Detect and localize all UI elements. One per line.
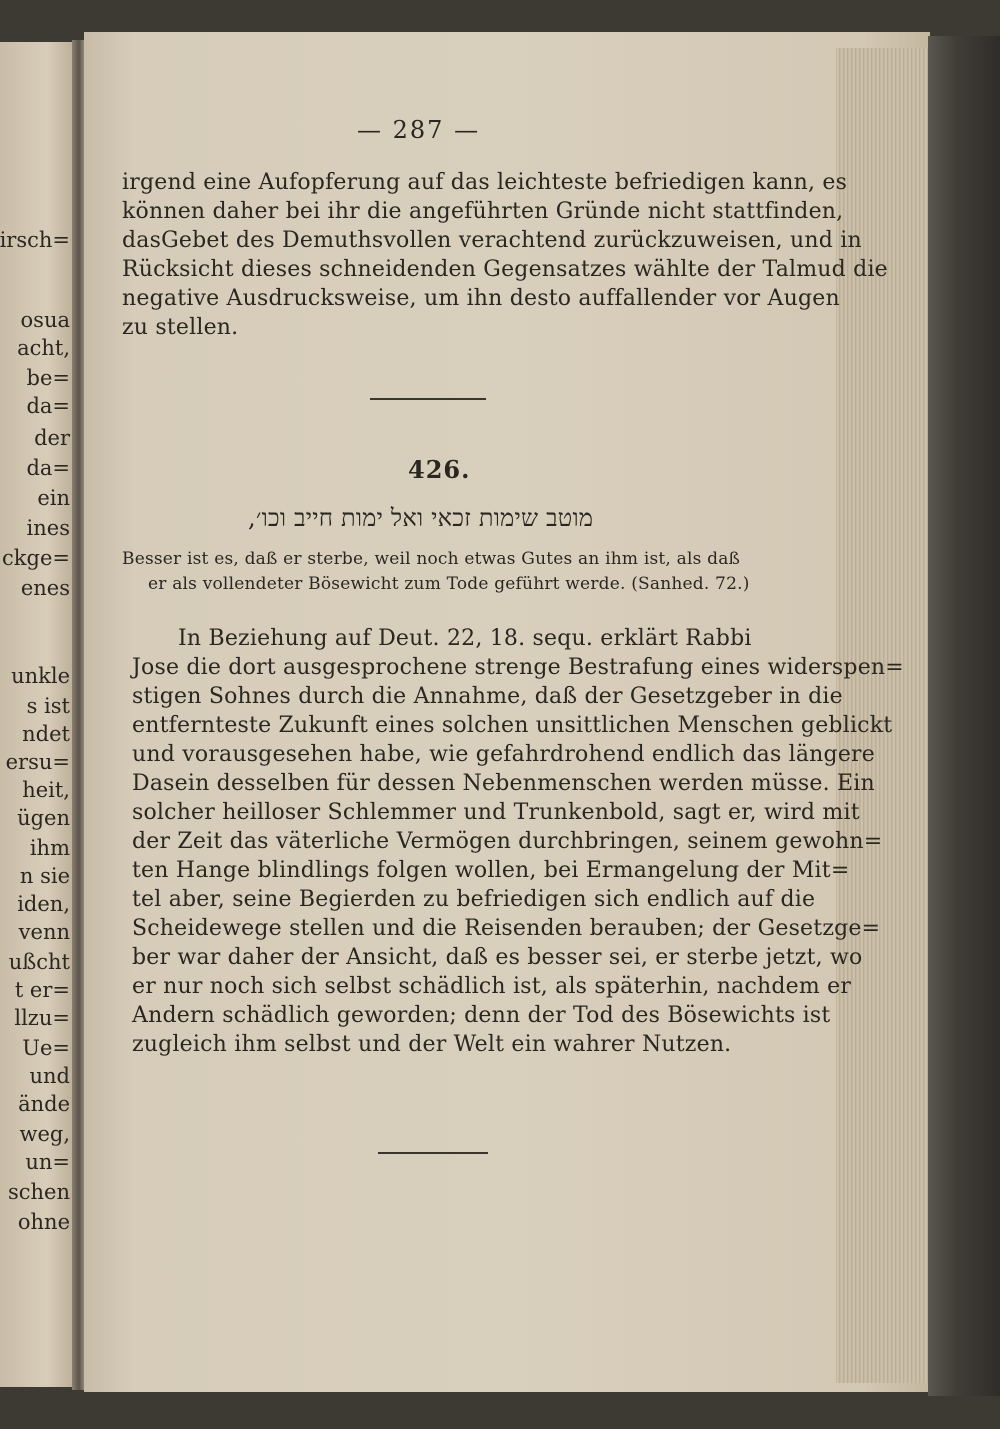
left-page-fragment: ein (37, 486, 70, 510)
text-line: negative Ausdrucksweise, um ihn desto auffallender vor Augen (122, 286, 840, 311)
left-page-fragment: s ist (26, 694, 70, 718)
translation-line: er als vollendeter Bösewicht zum Tode geführt werde. (Sanhed. 72.) (148, 574, 750, 594)
left-page-fragment: da= (26, 394, 70, 418)
left-page-fragment: enes (20, 576, 70, 600)
text-line: solcher heilloser Schlemmer und Trunkenbold, sagt er, wird mit (132, 800, 860, 825)
left-page-fragment: der (34, 426, 70, 450)
left-page-fragment: venn (18, 920, 70, 944)
left-page-fragment: n sie (19, 864, 70, 888)
left-page-fragment: schen (7, 1180, 70, 1204)
text-line: entfernteste Zukunft eines solchen unsittlichen Menschen geblickt (132, 713, 893, 738)
text-line: zu stellen. (122, 315, 239, 340)
left-page-fragment: unkle (11, 664, 70, 688)
text-line: können daher bei ihr die angeführten Gründe nicht stattfinden, (122, 199, 844, 224)
left-page-fragment: irsch= (0, 228, 70, 252)
text-line: Rücksicht dieses schneidenden Gegensatzes wählte der Talmud die (122, 257, 888, 282)
text-line: Andern schädlich geworden; denn der Tod des Bösewichts ist (132, 1003, 831, 1028)
text-line: und vorausgesehen habe, wie gefahrdrohend endlich das längere (132, 742, 875, 767)
text-line: er nur noch sich selbst schädlich ist, als späterhin, nachdem er (132, 974, 852, 999)
text-line: Jose die dort ausgesprochene strenge Bestrafung eines widerspen= (132, 655, 904, 680)
text-line: Dasein desselben für dessen Nebenmenschen werden müsse. Ein (132, 771, 875, 796)
left-page-fragment: be= (26, 366, 70, 390)
text-line: tel aber, seine Begierden zu befriedigen sich endlich auf die (132, 887, 816, 912)
end-divider (378, 1152, 488, 1154)
left-page-fragment: acht, (17, 336, 70, 360)
left-page-fragment: weg, (19, 1122, 70, 1146)
left-page-fragment: t er= (14, 978, 70, 1002)
book-cover (928, 36, 1000, 1396)
left-page-fragment: heit, (22, 778, 70, 802)
translation-line: Besser ist es, daß er sterbe, weil noch etwas Gutes an ihm ist, als daß (122, 549, 741, 569)
section-number: 426. (408, 455, 471, 484)
left-page-fragment: ines (26, 516, 70, 540)
text-line: Scheidewege stellen und die Reisenden berauben; der Gesetzge= (132, 916, 881, 941)
text-line: ber war daher der Ansicht, daß es besser sei, er sterbe jetzt, wo (132, 945, 863, 970)
left-page-fragment: und (29, 1064, 70, 1088)
left-page-fragment: ihm (29, 836, 70, 860)
text-line: stigen Sohnes durch die Annahme, daß der Gesetzgeber in die (132, 684, 843, 709)
hebrew-quote: מוטב שימות זכאי ואל ימות חייב וכו׳, (248, 504, 594, 532)
left-page-fragment: osua (20, 308, 70, 332)
text-line: zugleich ihm selbst und der Welt ein wahrer Nutzen. (132, 1032, 732, 1057)
section-divider (370, 398, 486, 400)
left-page-fragment: iden, (17, 892, 70, 916)
left-page-fragment: ußcht (8, 950, 70, 974)
left-page-fragment: ände (18, 1092, 70, 1116)
text-line: dasGebet des Demuthsvollen verachtend zurückzuweisen, und in (122, 228, 862, 253)
left-page-fragment: ckge= (2, 546, 70, 570)
text-line: irgend eine Aufopferung auf das leichteste befriedigen kann, es (122, 170, 848, 195)
left-page-fragment: Ue= (22, 1036, 70, 1060)
page-number: — 287 — (357, 116, 481, 144)
left-page-fragment: da= (26, 456, 70, 480)
text-line: der Zeit das väterliche Vermögen durchbringen, seinem gewohn= (132, 829, 883, 854)
left-page-fragment: ohne (17, 1210, 70, 1234)
left-page-fragment: ügen (17, 806, 70, 830)
text-line: In Beziehung auf Deut. 22, 18. sequ. erklärt Rabbi (178, 626, 752, 651)
text-line: ten Hange blindlings folgen wollen, bei Ermangelung der Mit= (132, 858, 850, 883)
left-page-fragment: llzu= (14, 1006, 70, 1030)
left-page (0, 42, 78, 1387)
left-page-fragment: un= (25, 1150, 70, 1174)
left-page-fragment: ndet (22, 722, 70, 746)
left-page-fragment: ersu= (5, 750, 70, 774)
